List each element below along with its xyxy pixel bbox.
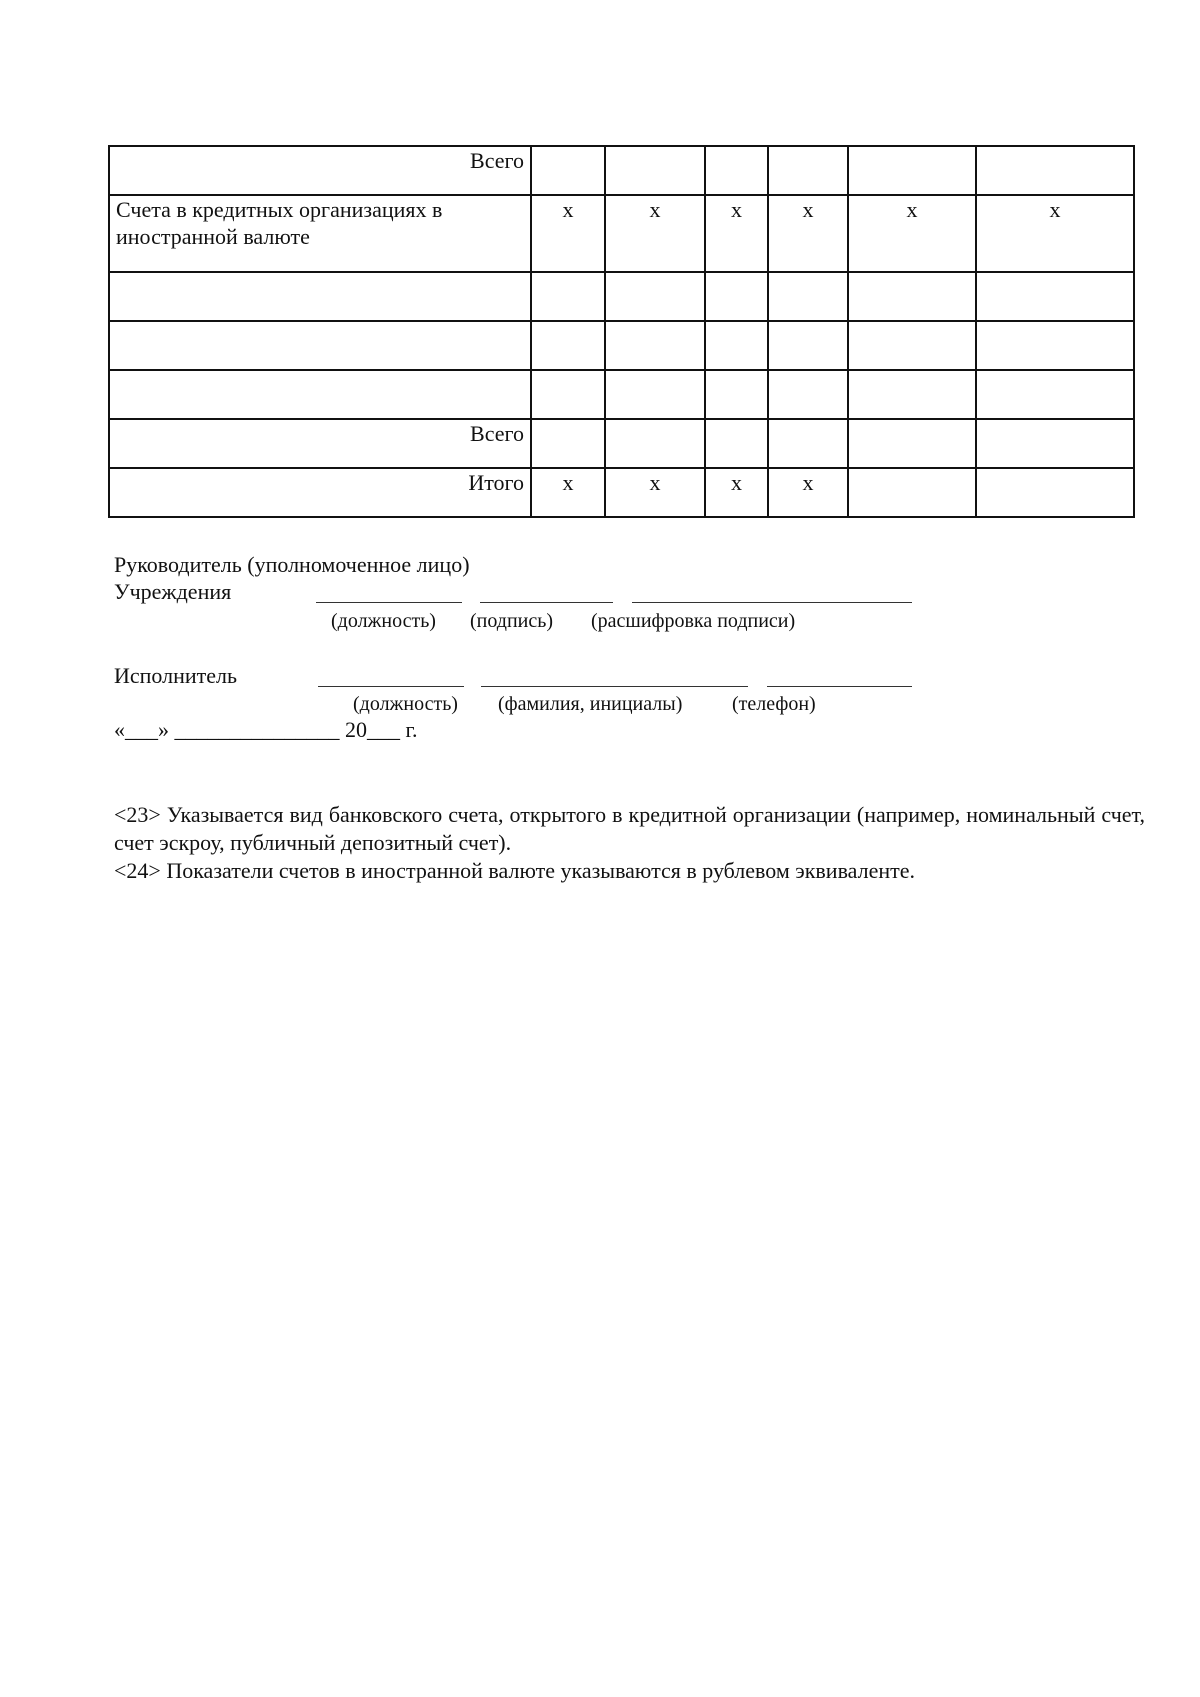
head-caption-decoding: (расшифровка подписи) [591, 610, 796, 632]
table-cell [848, 146, 976, 195]
table-cell: x [705, 468, 768, 517]
date-year-prefix: 20 [345, 717, 367, 742]
head-caption-signature: (подпись) [470, 610, 554, 632]
table-row [109, 370, 1134, 419]
table-cell: x [976, 195, 1134, 272]
table-cell [531, 272, 605, 321]
accounts-table [108, 145, 1135, 518]
executor-label: Исполнитель [114, 663, 238, 688]
table-row [109, 272, 1134, 321]
table-cell: x [605, 468, 705, 517]
table-cell: x [768, 195, 848, 272]
row-label: Итого [109, 468, 531, 517]
accounts-table-body [109, 146, 1134, 517]
table-cell [976, 419, 1134, 468]
table-cell [605, 419, 705, 468]
table-cell [605, 370, 705, 419]
table-cell [531, 419, 605, 468]
table-cell [531, 146, 605, 195]
table-cell [768, 321, 848, 370]
table-cell: x [848, 195, 976, 272]
table-cell [768, 146, 848, 195]
table-cell [848, 468, 976, 517]
table-cell [531, 321, 605, 370]
row-label [109, 272, 531, 321]
table-row [109, 419, 1134, 468]
footnote-23: <23> Указывается вид банковского счета, открытого в кредитной организации (например, номинальный счет, счет эскроу, публичный депозитный счет). [114, 802, 1145, 855]
executor-caption-name: (фамилия, инициалы) [498, 693, 683, 715]
date-open-quote: « [114, 717, 125, 742]
table-cell [848, 419, 976, 468]
table-cell [848, 370, 976, 419]
executor-phone-line[interactable] [767, 686, 912, 687]
table-cell: x [705, 195, 768, 272]
table-cell: x [531, 468, 605, 517]
table-row [109, 195, 1134, 272]
table-cell: x [768, 468, 848, 517]
table-cell [976, 468, 1134, 517]
table-cell [605, 146, 705, 195]
table-cell: x [605, 195, 705, 272]
head-signature-line[interactable] [480, 602, 613, 603]
table-cell [848, 321, 976, 370]
date-line [114, 717, 418, 743]
footnote-24: <24> Показатели счетов в иностранной валюте указываются в рублевом эквиваленте. [114, 858, 916, 883]
head-position-line[interactable] [316, 602, 462, 603]
table-cell [768, 370, 848, 419]
table-cell [848, 272, 976, 321]
date-month-blank[interactable]: _______________ [174, 717, 340, 742]
row-label: Всего [109, 146, 531, 195]
table-cell [976, 272, 1134, 321]
table-row [109, 468, 1134, 517]
table-cell [768, 419, 848, 468]
date-year-blank[interactable]: ___ [367, 717, 400, 742]
table-cell [705, 321, 768, 370]
head-label-line1: Руководитель (уполномоченное лицо) [114, 552, 470, 577]
date-close-quote: » [158, 717, 169, 742]
table-cell [976, 146, 1134, 195]
head-decoding-line[interactable] [632, 602, 912, 603]
table-row [109, 146, 1134, 195]
row-label: Всего [109, 419, 531, 468]
head-caption-position: (должность) [331, 610, 436, 632]
row-label [109, 321, 531, 370]
table-cell [705, 272, 768, 321]
date-day-blank[interactable]: ___ [125, 717, 158, 742]
executor-position-line[interactable] [318, 686, 464, 687]
row-label: Счета в кредитных организациях в иностранной валюте [109, 195, 531, 272]
executor-caption-phone: (телефон) [732, 693, 816, 715]
table-cell [768, 272, 848, 321]
date-year-suffix: г. [405, 717, 418, 742]
table-cell [705, 146, 768, 195]
table-cell: x [531, 195, 605, 272]
executor-name-line[interactable] [481, 686, 748, 687]
table-row [109, 321, 1134, 370]
table-cell [605, 321, 705, 370]
table-cell [976, 370, 1134, 419]
executor-caption-position: (должность) [353, 693, 458, 715]
table-cell [976, 321, 1134, 370]
table-cell [705, 370, 768, 419]
head-label-line2: Учреждения [114, 579, 232, 604]
table-cell [605, 272, 705, 321]
table-cell [531, 370, 605, 419]
row-label [109, 370, 531, 419]
table-cell [705, 419, 768, 468]
